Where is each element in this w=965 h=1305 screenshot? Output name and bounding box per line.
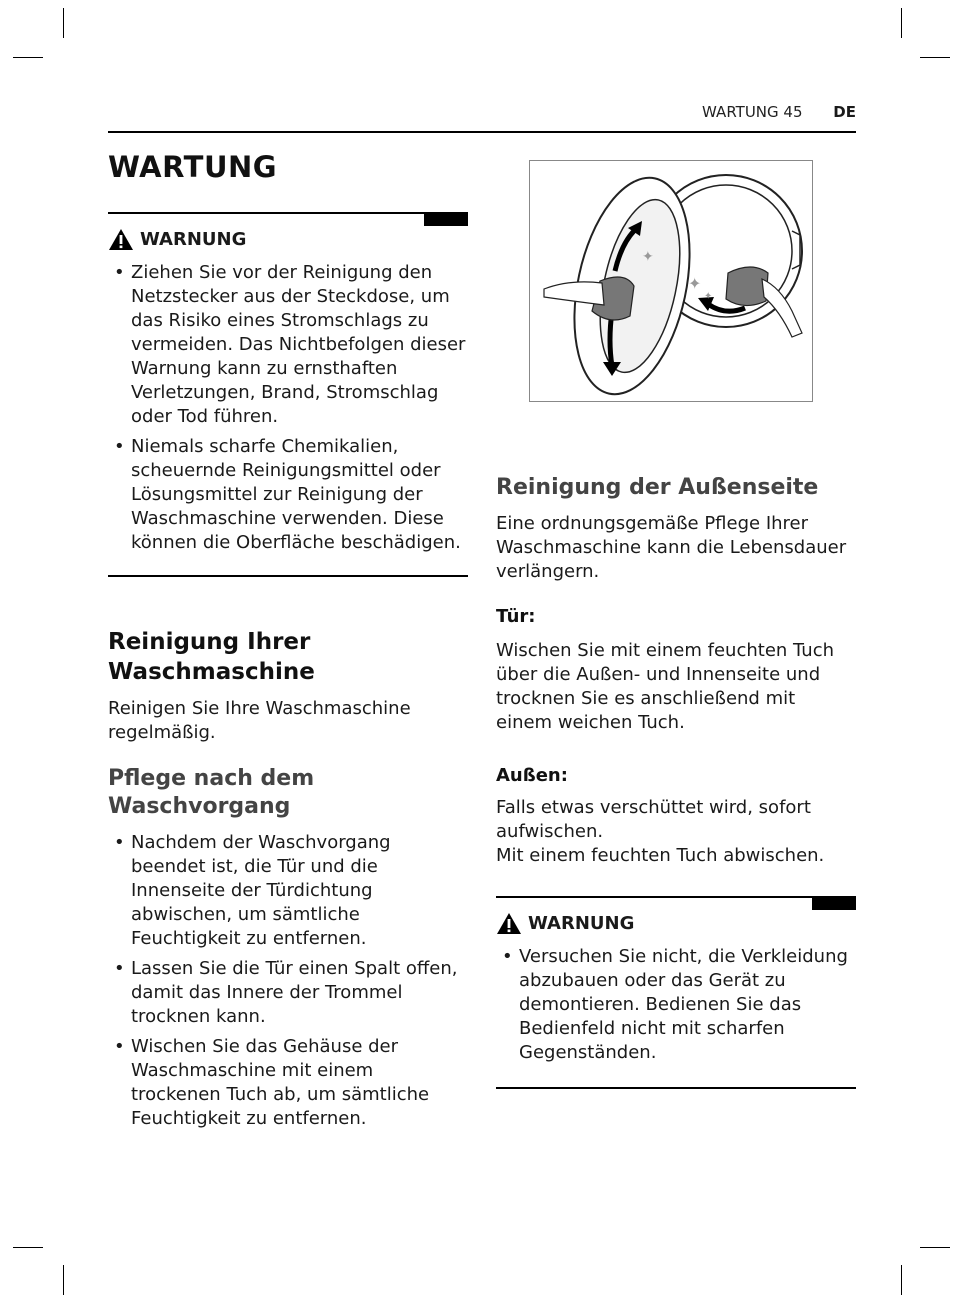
- left-column: [108, 150, 468, 1131]
- crop-mark: [63, 1265, 64, 1295]
- crop-mark: [920, 1247, 950, 1248]
- right-column: [496, 160, 856, 1089]
- warning-heading: [496, 912, 856, 935]
- warning-triangle-icon: [108, 228, 134, 251]
- crop-mark: [920, 57, 950, 58]
- warning-triangle-icon: [496, 912, 522, 935]
- crop-mark: [63, 8, 64, 38]
- crop-mark: [13, 57, 43, 58]
- warning-list: [108, 261, 468, 555]
- svg-text:✦: ✦: [704, 291, 713, 302]
- warning-bottom-rule: [496, 1087, 856, 1089]
- exterior-intro: Eine ordnungsgemäße Pflege Ihrer Waschmaschine kann die Lebensdauer verlängern.: [496, 513, 847, 582]
- warning-list: [496, 945, 856, 1065]
- list-item: • Nachdem der Waschvorgang beendet ist, die Tür und die Innenseite der Türdichtung abwischen, um sämtliche Feuchtigkeit zu entfernen.: [114, 832, 391, 949]
- exterior-heading: Reinigung der Außenseite: [496, 475, 819, 500]
- list-item: • Lassen Sie die Tür einen Spalt offen, damit das Innere der Trommel trocknen kann.: [114, 958, 458, 1027]
- care-heading: Pflege nach dem Waschvorgang: [108, 766, 315, 819]
- cleaning-heading: Reinigung Ihrer Waschmaschine: [108, 629, 315, 685]
- outside-text-1: Falls etwas verschüttet wird, sofort aufwischen.: [496, 797, 811, 842]
- crop-mark: [901, 1265, 902, 1295]
- page-title: WARTUNG: [108, 150, 278, 184]
- outside-text-2: Mit einem feuchten Tuch abwischen.: [496, 845, 825, 866]
- list-item: • Niemals scharfe Chemikalien, scheuernde Reinigungsmittel oder Lösungsmittel zur Reinigung der Waschmaschine verwenden. Diese können die Oberfläche beschädigen.: [114, 436, 461, 553]
- svg-text:✦: ✦: [688, 274, 702, 293]
- care-list: [108, 831, 468, 1131]
- warning-box: [496, 896, 856, 1089]
- list-item: • Wischen Sie das Gehäuse der Waschmaschine mit einem trockenen Tuch ab, um sämtliche Feuchtigkeit zu entfernen.: [114, 1036, 430, 1129]
- list-item: • Versuchen Sie nicht, die Verkleidung abzubauen oder das Gerät zu demontieren. Bedienen Sie das Bedienfeld nicht mit scharfen Gegenständen.: [502, 946, 848, 1063]
- running-header: [500, 103, 856, 121]
- door-heading: Tür:: [496, 606, 536, 627]
- header-page: 45: [783, 103, 803, 121]
- washer-door-image: [530, 161, 812, 401]
- warning-top-rule: [496, 896, 856, 898]
- crop-mark: [901, 8, 902, 38]
- list-item: • Ziehen Sie vor der Reinigung den Netzstecker aus der Steckdose, um das Risiko eines Stromschlags zu vermeiden. Das Nichtbefolgen dieser Warnung kann zu ernsthaften Verletzungen, Brand, Stromschlag oder Tod führen.: [114, 262, 466, 427]
- door-text: Wischen Sie mit einem feuchten Tuch über die Außen- und Innenseite und trocknen Sie es anschließend mit einem weichen Tuch.: [496, 640, 835, 733]
- header-section: WARTUNG: [702, 103, 779, 121]
- warning-label: WARNUNG: [528, 913, 635, 934]
- crop-mark: [13, 1247, 43, 1248]
- warning-heading: [108, 228, 468, 251]
- outside-heading: Außen:: [496, 765, 568, 786]
- warning-bottom-rule: [108, 575, 468, 577]
- warning-top-rule: [108, 212, 468, 214]
- warning-box: [108, 212, 468, 577]
- door-cleaning-illustration: [529, 160, 813, 402]
- header-language: DE: [833, 103, 856, 121]
- cleaning-intro: Reinigen Sie Ihre Waschmaschine regelmäßig.: [108, 698, 411, 743]
- warning-label: WARNUNG: [140, 229, 247, 250]
- header-rule: [108, 131, 856, 133]
- svg-text:✦: ✦: [642, 249, 654, 265]
